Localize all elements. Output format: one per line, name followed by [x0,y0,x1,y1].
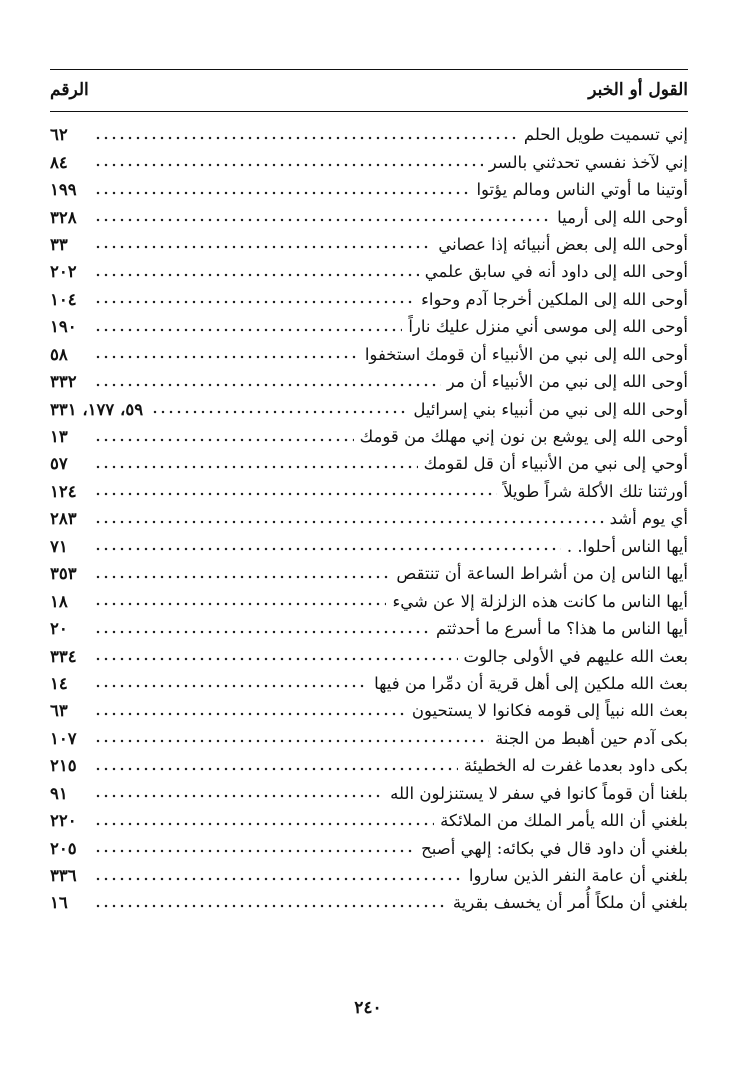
entry-page-number: ٨٤ [50,152,68,172]
header-bottom-rule [50,111,688,112]
dot-leader [94,734,489,748]
entry-text: بلغنا أن قوماً كانوا في سفر لا يستنزلون الله [390,783,688,803]
header-number-label: الرقم [50,80,89,100]
dot-leader [94,789,384,803]
entry-text: أيها الناس إن من أشراط الساعة أن تنتقص [396,564,688,584]
entry-page-number: ١٩٩ [50,180,77,200]
dot-leader [94,350,359,364]
entry-page-number: ١٦ [50,893,68,913]
index-entry-row [50,560,688,587]
index-entry-row [50,834,688,861]
page-number: ٢٤٠ [354,998,382,1018]
entry-page-number: ١٠٤ [50,289,77,309]
entry-text: بلغني أن عامة النفر الذين ساروا [468,866,688,886]
header-saying-label: القول أو الخبر [588,80,688,100]
entry-text: أيها الناس أحلوا. . [566,536,688,556]
entry-text: أوحى الله إلى نبي من أنبياء بني إسرائيل [413,399,688,419]
entry-text: أورثتنا تلك الأكلة شراً طويلاً [503,481,688,501]
entry-page-number: ٥٨ [50,344,68,364]
entry-text: أوحى الله إلى موسى أني منزل عليك ناراً [408,317,688,337]
entry-page-number: ١٩٠ [50,317,77,337]
entry-page-number: ٢٨٣ [50,509,77,529]
index-entry-row [50,121,688,148]
entry-page-number: ١٠٧ [50,728,77,748]
index-entries-list [50,121,688,917]
entry-text: إني تسميت طويل الحلم [523,125,688,145]
index-entry-row [50,533,688,560]
index-entry-row [50,505,688,532]
entry-page-number: ٣٢٨ [50,207,77,227]
dot-leader [94,625,430,639]
entry-text: أوحي إلى نبي من الأنبياء أن قل لقومك [423,454,688,474]
dot-leader [94,487,497,501]
entry-text: أوحى الله إلى نبي من الأنبياء أن قومك استخفوا [364,344,688,364]
index-entry-row [50,725,688,752]
dot-leader [94,460,418,474]
entry-text: أيها الناس ما هذا؟ ما أسرع ما أحدثتم [436,619,688,639]
entry-text: بعث الله ملكين إلى أهل قرية أن دمِّرا من فيها [374,673,688,693]
index-entry-row [50,423,688,450]
entry-text: بعث الله نبياً إلى قومه فكانوا لا يستحيون [411,701,688,721]
dot-leader [94,597,386,611]
index-entry-row [50,341,688,368]
dot-leader [94,817,434,831]
entry-text: بلغني أن الله يأمر الملك من الملائكة [440,811,688,831]
entry-page-number: ٣٣٦ [50,866,77,886]
entry-text: أوحى الله إلى نبي من الأنبياء أن مر [446,372,688,392]
entry-text: إني لآخذ نفسي تحدثني بالسر [488,152,688,172]
entry-page-number: ٢٠٢ [50,262,77,282]
dot-leader [94,762,458,776]
index-entry-row [50,780,688,807]
entry-text: بكى داود بعدما غفرت له الخطيئة [463,756,688,776]
index-entry-row [50,807,688,834]
dot-leader [94,158,483,172]
index-entry-row [50,862,688,889]
dot-leader [94,679,368,693]
dot-leader [151,405,407,419]
entry-page-number: ٦٣ [50,701,68,721]
entry-text: أيها الناس ما كانت هذه الزلزلة إلا عن شيء [392,591,688,611]
index-entry-row [50,889,688,916]
index-entry-row [50,258,688,285]
index-entry-row [50,313,688,340]
dot-leader [94,240,432,254]
entry-page-number: ٥٩، ١٧٧، ٣٣١ [50,399,144,419]
entry-text: بلغني أن داود قال في بكائه: إلهي أصبح [421,838,688,858]
dot-leader [94,515,604,529]
index-entry-row [50,478,688,505]
dot-leader [94,323,402,337]
entry-page-number: ٢٠ [50,619,68,639]
entry-text: أوحى الله إلى أرميا [557,207,688,227]
dot-leader [94,652,458,666]
entry-page-number: ٩١ [50,783,68,803]
dot-leader [94,899,447,913]
entry-page-number: ٢٢٠ [50,811,77,831]
entry-page-number: ٢١٥ [50,756,77,776]
entry-page-number: ٦٢ [50,125,68,145]
index-entry-row [50,642,688,669]
entry-text: بعث الله عليهم في الأولى جالوت [463,646,688,666]
dot-leader [94,542,561,556]
index-entry-row [50,670,688,697]
dot-leader [94,213,551,227]
dot-leader [94,433,354,447]
entry-page-number: ٣٣٢ [50,372,77,392]
entry-text: أي يوم أشد [609,509,688,529]
entry-page-number: ٣٣٤ [50,646,77,666]
index-entry-row [50,286,688,313]
entry-text: أوحى الله إلى يوشع بن نون إني مهلك من قومك [359,427,688,447]
entry-page-number: ٣٣ [50,234,68,254]
entry-page-number: ١٣ [50,427,68,447]
entry-page-number: ٥٧ [50,454,68,474]
entry-page-number: ١٤ [50,673,68,693]
dot-leader [94,707,406,721]
dot-leader [94,844,415,858]
dot-leader [94,268,419,282]
entry-text: أوحى الله إلى داود أنه في سابق علمي [424,262,688,282]
entry-page-number: ١٢٤ [50,481,77,501]
dot-leader [94,295,415,309]
index-entry-row [50,615,688,642]
entry-page-number: ٧١ [50,536,68,556]
entry-text: بكى آدم حين أهبط من الجنة [495,728,688,748]
index-entry-row [50,587,688,614]
index-entry-row [50,203,688,230]
index-entry-row [50,176,688,203]
entry-text: بلغني أن ملكاً أُمر أن يخسف بقرية [452,893,688,913]
entry-page-number: ٣٥٣ [50,564,77,584]
index-entry-row [50,395,688,422]
entry-page-number: ٢٠٥ [50,838,77,858]
index-entry-row [50,697,688,724]
index-entry-row [50,752,688,779]
dot-leader [94,872,463,886]
table-header [50,70,688,110]
entry-page-number: ١٨ [50,591,68,611]
entry-text: أوحى الله إلى بعض أنبيائه إذا عصاني [438,234,688,254]
entry-text: أوتينا ما أوتي الناس ومالم يؤتوا [476,180,688,200]
dot-leader [94,570,390,584]
entry-text: أوحى الله إلى الملكين أخرجا آدم وحواء [421,289,688,309]
index-entry-row [50,450,688,477]
index-entry-row [50,231,688,258]
dot-leader [94,186,470,200]
dot-leader [94,378,441,392]
index-entry-row [50,148,688,175]
dot-leader [94,131,518,145]
index-entry-row [50,368,688,395]
